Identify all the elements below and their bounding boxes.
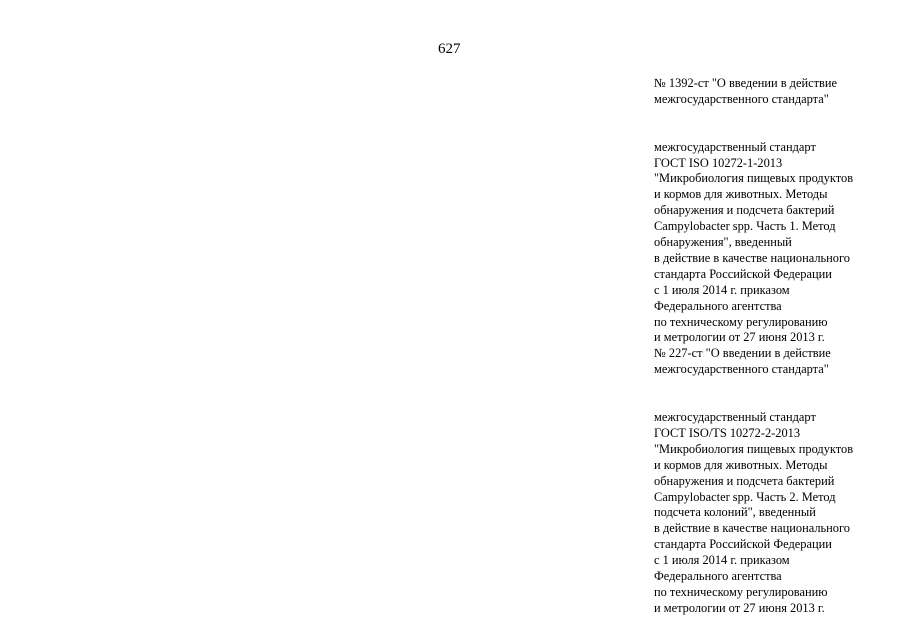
paragraph-gap [654, 108, 894, 140]
text-line: стандарта Российской Федерации [654, 266, 832, 281]
text-line: Федерального агентства [654, 298, 782, 313]
text-line: и кормов для животных. Методы [654, 187, 828, 202]
text-line: обнаружения и подсчета бактерий [654, 203, 835, 218]
text-line: "Микробиология пищевых продуктов [654, 441, 854, 456]
text-line: и метрологии от 27 июня 2013 г. [654, 330, 825, 345]
text-line: с 1 июля 2014 г. приказом [654, 282, 790, 297]
text-line: Campylobacter spp. Часть 1. Метод [654, 219, 836, 234]
text-line: и кормов для животных. Методы [654, 457, 828, 472]
text-line: межгосударственного стандарта" [654, 91, 829, 106]
page-number: 627 [438, 41, 461, 57]
text-line: подсчета колоний", введенный [654, 505, 816, 520]
text-line: ГОСТ ISO 10272-1-2013 [654, 155, 783, 170]
text-line: межгосударственный стандарт [654, 139, 816, 154]
text-line: ГОСТ ISO/TS 10272-2-2013 [654, 425, 801, 440]
text-line: в действие в качестве национального [654, 250, 850, 265]
text-line: обнаружения и подсчета бактерий [654, 473, 835, 488]
text-line: Campylobacter spp. Часть 2. Метод [654, 489, 836, 504]
text-line: обнаружения", введенный [654, 235, 792, 250]
text-line: по техническому регулированию [654, 314, 828, 329]
text-block-2 [654, 140, 894, 379]
paragraph-gap [654, 378, 894, 410]
text-line: Федерального агентства [654, 569, 782, 584]
text-line: стандарта Российской Федерации [654, 537, 832, 552]
text-line: № 1392-ст "О введении в действие [654, 76, 837, 90]
text-block-3 [654, 410, 894, 617]
text-line: и метрологии от 27 июня 2013 г. [654, 600, 825, 615]
text-line: межгосударственного стандарта" [654, 362, 829, 377]
text-line: по техническому регулированию [654, 584, 828, 599]
text-block-1 [654, 76, 894, 108]
text-line: в действие в качестве национального [654, 521, 850, 536]
text-line: № 227-ст "О введении в действие [654, 346, 831, 361]
text-line: межгосударственный стандарт [654, 410, 816, 424]
text-line: с 1 июля 2014 г. приказом [654, 553, 790, 568]
document-text-column [654, 76, 894, 617]
text-line: "Микробиология пищевых продуктов [654, 171, 854, 186]
